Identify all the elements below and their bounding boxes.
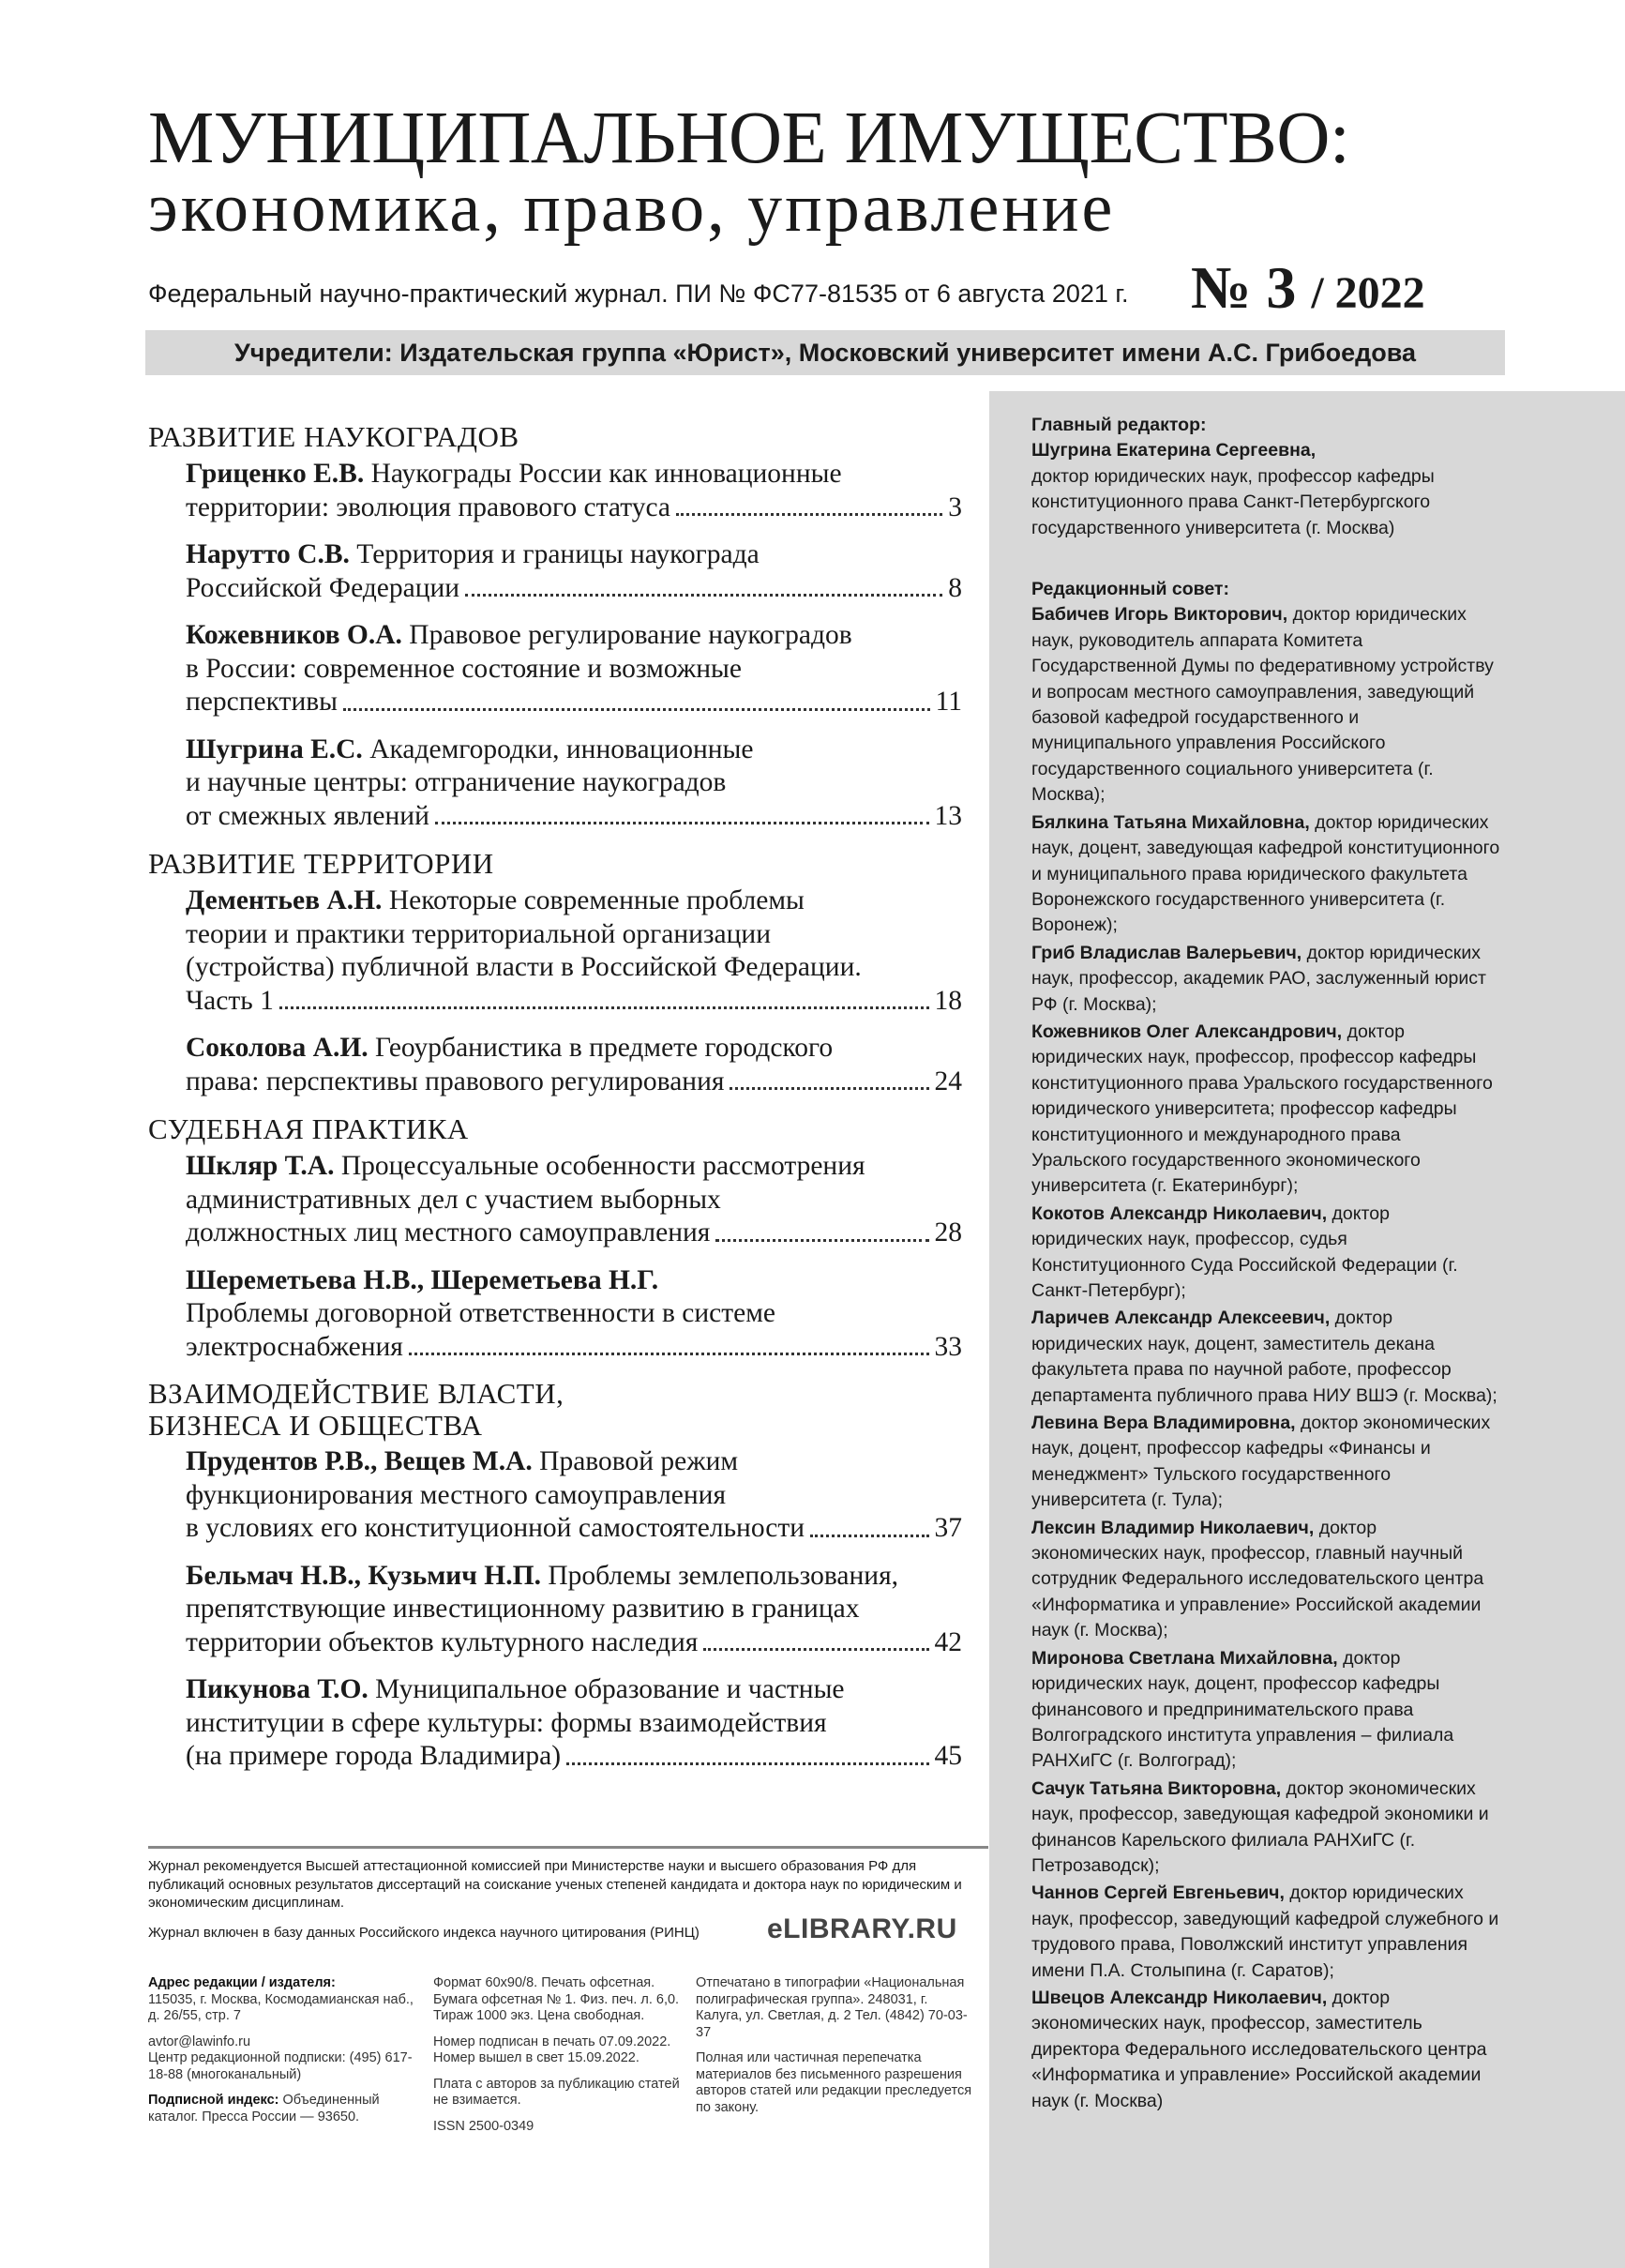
page-number: 24: [934, 1066, 962, 1096]
leader-dots: [435, 822, 929, 824]
issue-no: № 3: [1191, 254, 1297, 321]
issn: ISSN 2500-0349: [433, 2118, 534, 2134]
article-title-line: Академгородки, инновационные: [362, 733, 754, 764]
article-title-line: Некоторые современные проблемы: [382, 885, 805, 915]
article-authors: Прудентов Р.В., Вещев М.А.: [186, 1446, 533, 1476]
editor-name: Шугрина Екатерина Сергеевна,: [1031, 440, 1317, 461]
article-title-line: должностных лиц местного самоуправления: [186, 1217, 711, 1247]
article-title-line: Проблемы землепользования,: [540, 1560, 899, 1591]
member-details: доктор экономических наук, доцент, профессор кафедры «Финансы и менеджмент» Тульского государственного университета (г. Тула);: [1031, 1413, 1491, 1511]
board-member: [1031, 1202, 1500, 1305]
board-member: [1031, 1516, 1500, 1644]
article-title-line: Проблемы договорной ответственности в системе: [186, 1298, 775, 1328]
table-of-contents: [148, 420, 962, 1788]
page-number: 33: [934, 1331, 962, 1362]
board-member: [1031, 1986, 1500, 2114]
article-title-line: территории: эволюция правового статуса: [186, 491, 670, 522]
article-title-line: Правовое регулирование наукоградов: [401, 620, 852, 650]
leader-dots: [465, 594, 942, 597]
member-details: доктор юридических наук, профессор, академик РАО, заслуженный юрист РФ (г. Москва);: [1031, 942, 1486, 1015]
article-title-line: права: перспективы правового регулирования: [186, 1066, 725, 1096]
member-details: доктор юридических наук, профессор, заведующий кафедрой служебного и трудового права, Поволжский институт управления имени П.А. Столыпина (г. Саратов);: [1031, 1882, 1499, 1981]
printing-house: Отпечатано в типографии «Национальная полиграфическая группа». 248031, г. Калуга, ул. Светлая, д. 2 Тел. (4842) 70-03-37: [696, 1975, 968, 2040]
article-title-line: функционирования местного самоуправления: [186, 1479, 727, 1510]
leader-dots: [566, 1762, 928, 1765]
article-title-line: Муниципальное образование и частные: [368, 1674, 845, 1704]
member-name: Швецов Александр Николаевич,: [1031, 1987, 1328, 2008]
board-member: [1031, 1646, 1500, 1775]
board-member: [1031, 1881, 1500, 1984]
page-number: 18: [934, 985, 962, 1016]
article-title-line: теории и практики территориальной организации: [186, 918, 772, 949]
member-name: Лексин Владимир Николаевич,: [1031, 1517, 1315, 1538]
elibrary-logo: eLIBRARY.RU: [767, 1913, 957, 1944]
member-details: доктор юридических наук, профессор, профессор кафедры конституционного права Уральского государственного юридического университета; профессор кафедры конституционного и международного права Уральского государственного экономического университета (г. Екатеринбург);: [1031, 1021, 1493, 1197]
member-name: Сачук Татьяна Викторовна,: [1031, 1777, 1282, 1799]
board-member: [1031, 1777, 1500, 1880]
article-authors: Дементьев А.Н.: [186, 885, 383, 915]
article-authors: Кожевников О.А.: [186, 620, 402, 650]
article-title-line: в условиях его конституционной самостоятельности: [186, 1513, 805, 1543]
board-member: [1031, 810, 1500, 939]
article-title-line: препятствующие инвестиционному развитию в границах: [186, 1594, 860, 1624]
article-authors: Шугрина Е.С.: [186, 733, 363, 764]
journal-subtitle: экономика, право, управление: [148, 170, 1116, 247]
member-name: Кокотов Александр Николаевич,: [1031, 1202, 1328, 1224]
article-title-line: Российской Федерации: [186, 572, 460, 603]
article-title-line: в России: современное состояние и возможные: [186, 653, 742, 684]
article-authors: Пикунова Т.О.: [186, 1674, 369, 1704]
leader-dots: [810, 1535, 928, 1537]
page-number: 3: [948, 491, 962, 522]
index-label: Подписной индекс:: [148, 2093, 279, 2108]
registration-line: Федеральный научно-практический журнал. ПИ № ФС77-81535 от 6 августа 2021 г.: [148, 280, 1129, 308]
article-authors: Бельмач Н.В., Кузьмич Н.П.: [186, 1560, 541, 1591]
leader-dots: [730, 1087, 928, 1090]
page-number: 8: [948, 572, 962, 603]
issue-number: [1191, 254, 1425, 321]
page-number: 42: [934, 1626, 962, 1657]
toc-entry[interactable]: [186, 538, 962, 605]
section-heading: РАЗВИТИЕ НАУКОГРАДОВ: [148, 420, 519, 453]
editor-heading: Главный редактор:: [1031, 415, 1207, 435]
format-info: Формат 60х90/8. Печать офсетная. Бумага офсетная № 1. Физ. печ. л. 6,0. Тираж 1000 экз. Цена свободная.: [433, 1975, 680, 2023]
article-title-line: Геоурбанистика в предмете городского: [368, 1033, 834, 1063]
leader-dots: [343, 708, 930, 711]
rinc-notice: Журнал включен в базу данных Российского индекса научного цитирования (РИНЦ): [148, 1925, 700, 1941]
article-authors: Шкляр Т.А.: [186, 1151, 335, 1181]
article-title-line: Часть 1: [186, 985, 274, 1016]
toc-entry[interactable]: [186, 885, 962, 1018]
signed-info: Номер подписан в печать 07.09.2022. Номер вышел в свет 15.09.2022.: [433, 2034, 671, 2065]
article-authors: Соколова А.И.: [186, 1033, 369, 1063]
leader-dots: [703, 1648, 928, 1651]
toc-entry[interactable]: [186, 1150, 962, 1250]
article-title-line: территории объектов культурного наследия: [186, 1626, 699, 1657]
article-title-line: административных дел с участием выборных: [186, 1184, 721, 1215]
article-title-line: Территория и границы наукограда: [349, 539, 760, 569]
print-info: [433, 1975, 682, 2144]
board-member: [1031, 1020, 1500, 1200]
journal-title: МУНИЦИПАЛЬНОЕ ИМУЩЕСТВО:: [148, 98, 1350, 179]
editorial-board: [1031, 413, 1500, 2116]
member-name: Миронова Светлана Михайловна,: [1031, 1647, 1338, 1669]
article-title-line: перспективы: [186, 687, 338, 717]
vak-notice: Журнал рекомендуется Высшей аттестационной комиссией при Министерстве науки и высшего образования РФ для публикаций основных результатов диссертаций на соискание ученых степеней кандидата и доктора наук по юридическим и экономическим дисциплинам.: [148, 1858, 962, 1911]
publisher-info: [148, 1975, 420, 2135]
reprint-notice: Полная или частичная перепечатка материалов без письменного разрешения авторов статей или редакции преследуется по закону.: [696, 2050, 972, 2115]
article-authors: Гриценко Е.В.: [186, 459, 365, 489]
section-heading: ВЗАИМОДЕЙСТВИЕ ВЛАСТИ, БИЗНЕСА И ОБЩЕСТВА: [148, 1377, 564, 1442]
page-number: 13: [934, 800, 962, 831]
article-title-line: (на примере города Владимира): [186, 1741, 562, 1771]
member-name: Бабичев Игорь Викторович,: [1031, 604, 1288, 626]
board-member: [1031, 1306, 1500, 1409]
divider: [148, 1846, 988, 1849]
founders-banner: Учредители: Издательская группа «Юрист», Московский университет имени А.С. Грибоедова: [145, 330, 1505, 375]
editor-details: доктор юридических наук, профессор кафедры конституционного права Санкт-Петербургского государственного университета (г. Москва): [1031, 465, 1435, 538]
member-details: доктор юридических наук, доцент, заведующая кафедрой конституционного и муниципального права юридического факультета Воронежского государственного университета (г. Воронеж);: [1031, 811, 1500, 936]
member-name: Чаннов Сергей Евгеньевич,: [1031, 1882, 1285, 1904]
toc-entry[interactable]: [186, 733, 962, 834]
article-authors: Нарутто С.В.: [186, 539, 350, 569]
page-number: 28: [934, 1217, 962, 1247]
article-title-line: институции в сфере культуры: формы взаимодействия: [186, 1707, 827, 1738]
subscription-center: Центр редакционной подписки: (495) 617-18-88 (многоканальный): [148, 2050, 413, 2082]
fee-info: Плата с авторов за публикацию статей не взимается.: [433, 2076, 680, 2108]
board-member: [1031, 941, 1500, 1018]
toc-entry[interactable]: [186, 1264, 962, 1365]
member-name: Ларичев Александр Алексеевич,: [1031, 1308, 1331, 1329]
leader-dots: [279, 1006, 929, 1009]
subscription-index: Объединенный каталог. Пресса России — 93650.: [148, 2093, 380, 2124]
article-title-line: от смежных явлений: [186, 800, 429, 831]
member-details: доктор экономических наук, профессор, заместитель директора Федерального исследовательского центра «Информатика и управление» Российской академии наук (г. Москва): [1031, 1987, 1487, 2111]
board-member: [1031, 1411, 1500, 1514]
toc-entry[interactable]: [186, 1032, 962, 1098]
member-details: доктор юридических наук, доцент, профессор кафедры финансового и предпринимательского права Волгоградского института управления – филиала РАНХиГС (г. Волгоград);: [1031, 1647, 1454, 1772]
article-title-line: Процессуальные особенности рассмотрения: [334, 1151, 865, 1181]
page-number: 37: [934, 1513, 962, 1543]
toc-entry[interactable]: [186, 458, 962, 524]
section-heading: РАЗВИТИЕ ТЕРРИТОРИИ: [148, 847, 494, 880]
member-name: Кожевников Олег Александрович,: [1031, 1021, 1343, 1042]
member-details: доктор юридических наук, доцент, заместитель декана факультета права по научной работе, профессор департамента публичного права НИУ ВШЭ (г. Москва);: [1031, 1308, 1497, 1406]
member-details: доктор юридических наук, руководитель аппарата Комитета Государственной Думы по федеративному устройству и вопросам местного самоуправления, заведующий базовой кафедрой государственного и муниципального управления Российского государственного социального университета (г. Москва);: [1031, 604, 1494, 806]
article-title-line: Наукограды России как инновационные: [364, 459, 842, 489]
leader-dots: [676, 513, 942, 516]
issue-year: / 2022: [1311, 268, 1425, 318]
address: 115035, г. Москва, Космодамианская наб., д. 26/55, стр. 7: [148, 1991, 414, 2023]
article-title-line: Правовой режим: [532, 1446, 739, 1476]
toc-entry[interactable]: [186, 1445, 962, 1546]
toc-entry[interactable]: [186, 1673, 962, 1774]
article-title-line: и научные центры: отграничение наукоградов: [186, 767, 727, 797]
member-details: доктор экономических наук, профессор, заведующая кафедрой экономики и финансов Карельского филиала РАНХиГС (г. Петрозаводск);: [1031, 1777, 1489, 1876]
leader-dots: [409, 1353, 929, 1355]
article-authors: Шереметьева Н.В., Шереметьева Н.Г.: [186, 1264, 659, 1295]
page-number: 45: [934, 1741, 962, 1771]
member-name: Гриб Владислав Валерьевич,: [1031, 942, 1302, 963]
email-link[interactable]: avtor@lawinfo.ru: [148, 2034, 251, 2049]
printer-info: [696, 1975, 977, 2125]
page-number: 11: [935, 687, 962, 717]
article-title-line: (устройства) публичной власти в Российской Федерации.: [186, 952, 862, 982]
article-title-line: электроснабжения: [186, 1331, 403, 1362]
section-heading: СУДЕБНАЯ ПРАКТИКА: [148, 1112, 469, 1145]
toc-entry[interactable]: [186, 1560, 962, 1660]
address-label: Адрес редакции / издателя:: [148, 1975, 336, 1990]
board-heading: Редакционный совет:: [1031, 579, 1229, 600]
member-details: доктор юридических наук, профессор, судья Конституционного Суда Российской Федерации (г. Санкт-Петербург);: [1031, 1202, 1458, 1301]
leader-dots: [715, 1239, 928, 1242]
board-member: [1031, 602, 1500, 808]
member-name: Левина Вера Владимировна,: [1031, 1413, 1296, 1434]
member-name: Бялкина Татьяна Михайловна,: [1031, 811, 1310, 833]
member-details: доктор экономических наук, профессор, главный научный сотрудник Федерального исследовательского центра «Информатика и управление» Российской академии наук (г. Москва);: [1031, 1517, 1484, 1641]
board-members: [1031, 602, 1500, 2114]
toc-entry[interactable]: [186, 619, 962, 719]
